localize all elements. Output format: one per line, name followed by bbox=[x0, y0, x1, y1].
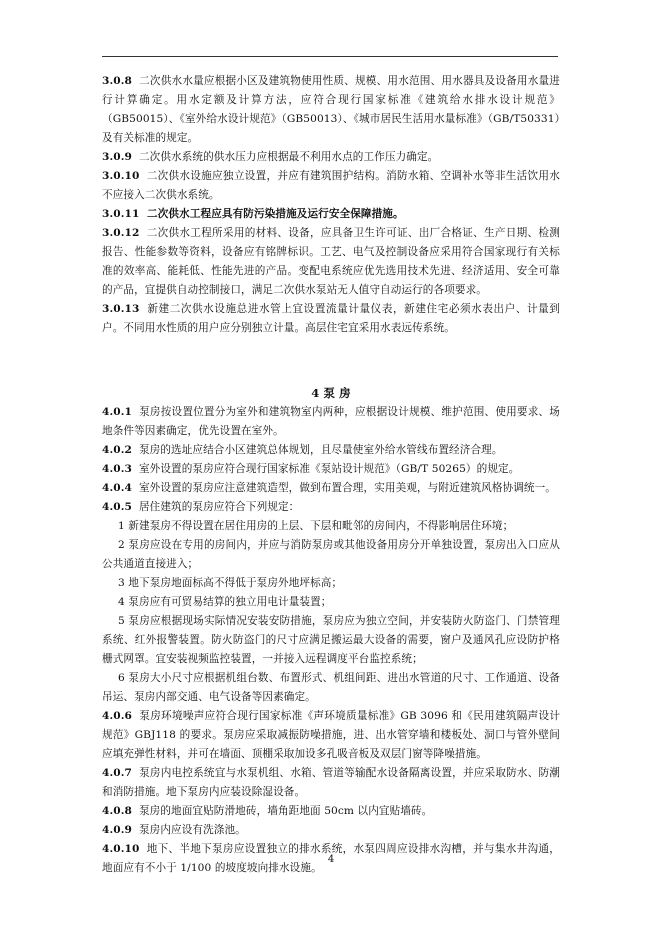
clause-number: 3.0.13 bbox=[102, 303, 140, 315]
clause-number: 4.0.8 bbox=[102, 805, 132, 817]
clause-4-0-6 bbox=[102, 707, 560, 764]
clause-4-0-5 bbox=[102, 498, 560, 517]
chapter-title: 4 泵 房 bbox=[311, 386, 351, 400]
clause-text: 泵房的选址应结合小区建筑总体规划，且尽量使室外给水管线布置经济合理。 bbox=[138, 444, 503, 456]
document-body bbox=[102, 72, 560, 878]
clause-text: 室外设置的泵房应符合现行国家标准《泵站设计规范》（GB/T 50265）的规定。 bbox=[138, 463, 520, 475]
clause-4-0-9 bbox=[102, 821, 560, 840]
clause-text: 地下、半地下泵房应设置独立的排水系统，水泵四周应设排水沟槽，并与集水井沟通，地面应有不小于 1/100 的坡度坡向排水设施。 bbox=[102, 843, 561, 874]
clause-number: 4.0.10 bbox=[102, 843, 140, 855]
clause-text: 二次供水工程所采用的材料、设备，应具备卫生许可证、出厂合格证、生产日期、检测报告、性能参数等资料，设备应有铭牌标识。工艺、电气及控制设备应采用符合国家现行有关标准的效率高、能耗低、性能先进的产品。变配电系统应优先选用技术先进、经济适用、安全可靠的产品，宜提供自动控制接口，满足二次供水泵站无人值守自动运行的各项要求。 bbox=[102, 227, 561, 296]
clause-number: 3.0.12 bbox=[102, 227, 140, 239]
page-number: 4 bbox=[327, 854, 335, 865]
clause-number: 3.0.11 bbox=[102, 208, 140, 220]
clause-4-0-8 bbox=[102, 802, 560, 821]
clause-number: 4.0.4 bbox=[102, 482, 132, 494]
clause-number: 4.0.7 bbox=[102, 767, 132, 779]
clause-3-0-13 bbox=[102, 300, 560, 338]
clause-4-0-3 bbox=[102, 460, 560, 479]
header-rule bbox=[102, 56, 558, 57]
list-item: 3 地下泵房地面标高不得低于泵房外地坪标高； bbox=[118, 577, 343, 589]
list-item: 2 泵房应设在专用的房间内，并应与消防泵房或其他设备用房分开单独设置，泵房出入口应从公共通道直接进入； bbox=[102, 539, 560, 570]
clause-number: 4.0.1 bbox=[102, 406, 132, 418]
clause-number: 4.0.6 bbox=[102, 710, 132, 722]
clause-text: 二次供水设施应独立设置，并应有建筑围护结构。消防水箱、空调补水等非生活饮用水不应接入二次供水系统。 bbox=[102, 170, 561, 201]
clause-text: 泵房内应设有洗涤池。 bbox=[138, 824, 246, 836]
clause-text: 二次供水工程应具有防污染措施及运行安全保障措施。 bbox=[147, 208, 404, 220]
clause-number: 3.0.10 bbox=[102, 170, 140, 182]
clause-text: 居住建筑的泵房应符合下列规定： bbox=[138, 501, 300, 513]
clause-text: 泵房环境噪声应符合现行国家标准《声环境质量标准》GB 3096 和《民用建筑隔声设计规范》GBJ118 的要求。泵房应采取减振防噪措施，进、出水管穿墙和楼板处、洞口与管外壁间应填充弹性材料，并可在墙面、顶棚采取加设多孔吸音板及双层门窗等降噪措施。 bbox=[102, 710, 561, 760]
clause-4-0-7 bbox=[102, 764, 560, 802]
clause-4-0-2 bbox=[102, 441, 560, 460]
clause-number: 4.0.2 bbox=[102, 444, 132, 456]
clause-text: 泵房内电控系统宜与水泵机组、水箱、管道等输配水设备隔离设置，并应采取防水、防潮和消防措施。地下泵房内应装设除湿设备。 bbox=[102, 767, 560, 798]
clause-3-0-12 bbox=[102, 224, 560, 300]
clause-text: 室外设置的泵房应注意建筑造型，做到布置合理，实用美观，与附近建筑风格协调统一。 bbox=[138, 482, 556, 494]
clause-3-0-9 bbox=[102, 148, 560, 167]
list-item: 1 新建泵房不得设置在居住用房的上层、下层和毗邻的房间内，不得影响居住环境； bbox=[118, 520, 514, 532]
clause-3-0-10 bbox=[102, 167, 560, 205]
list-item: 4 泵房应有可贸易结算的独立用电计量装置； bbox=[118, 596, 332, 608]
clause-3-0-11 bbox=[102, 205, 560, 224]
clause-number: 4.0.5 bbox=[102, 501, 132, 513]
clause-text: 二次供水系统的供水压力应根据最不利用水点的工作压力确定。 bbox=[138, 151, 439, 163]
section-gap bbox=[102, 338, 560, 384]
clause-text: 新建二次供水设施总进水管上宜设置流量计量仪表，新建住宅必须水表出户、计量到户。不同用水性质的用户应分别独立计量。高层住宅宜采用水表远传系统。 bbox=[102, 303, 561, 334]
clause-4-0-1 bbox=[102, 403, 560, 441]
clause-text: 泵房按设置位置分为室外和建筑物室内两种，应根据设计规模、维护范围、使用要求、场地条件等因素确定，优先设置在室外。 bbox=[102, 406, 560, 437]
clause-text: 泵房的地面宜贴防滑地砖，墙角距地面 50cm 以内宜贴墙砖。 bbox=[138, 805, 433, 817]
clause-number: 4.0.9 bbox=[102, 824, 132, 836]
clause-number: 3.0.9 bbox=[102, 151, 132, 163]
list-item: 5 泵房应根据现场实际情况安装安防措施，泵房应为独立空间，并安装防火防盗门、门禁管理系统、红外报警装置。防火防盗门的尺寸应满足搬运最大设备的需要，窗户及通风孔应设防护格栅式网罩。宜安装视频监控装置，一并接入远程调度平台监控系统； bbox=[102, 615, 560, 665]
clause-number: 3.0.8 bbox=[102, 75, 132, 87]
clause-3-0-8 bbox=[102, 72, 560, 148]
clause-text: 二次供水水量应根据小区及建筑物使用性质、规模、用水范围、用水器具及设备用水量进行计算确定。用水定额及计算方法，应符合现行国家标准《建筑给水排水设计规范》（GB50015）、《室外给水设计规范》（GB50013）、《城市居民生活用水量标准》（GB/T50331）及有关标准的规定。 bbox=[102, 75, 560, 144]
list-item: 6 泵房大小尺寸应根据机组台数、布置形式、机组间距、进出水管道的尺寸、工作通道、设备吊运、泵房内部交通、电气设备等因素确定。 bbox=[102, 672, 560, 703]
clause-4-0-4 bbox=[102, 479, 560, 498]
clause-number: 4.0.3 bbox=[102, 463, 132, 475]
